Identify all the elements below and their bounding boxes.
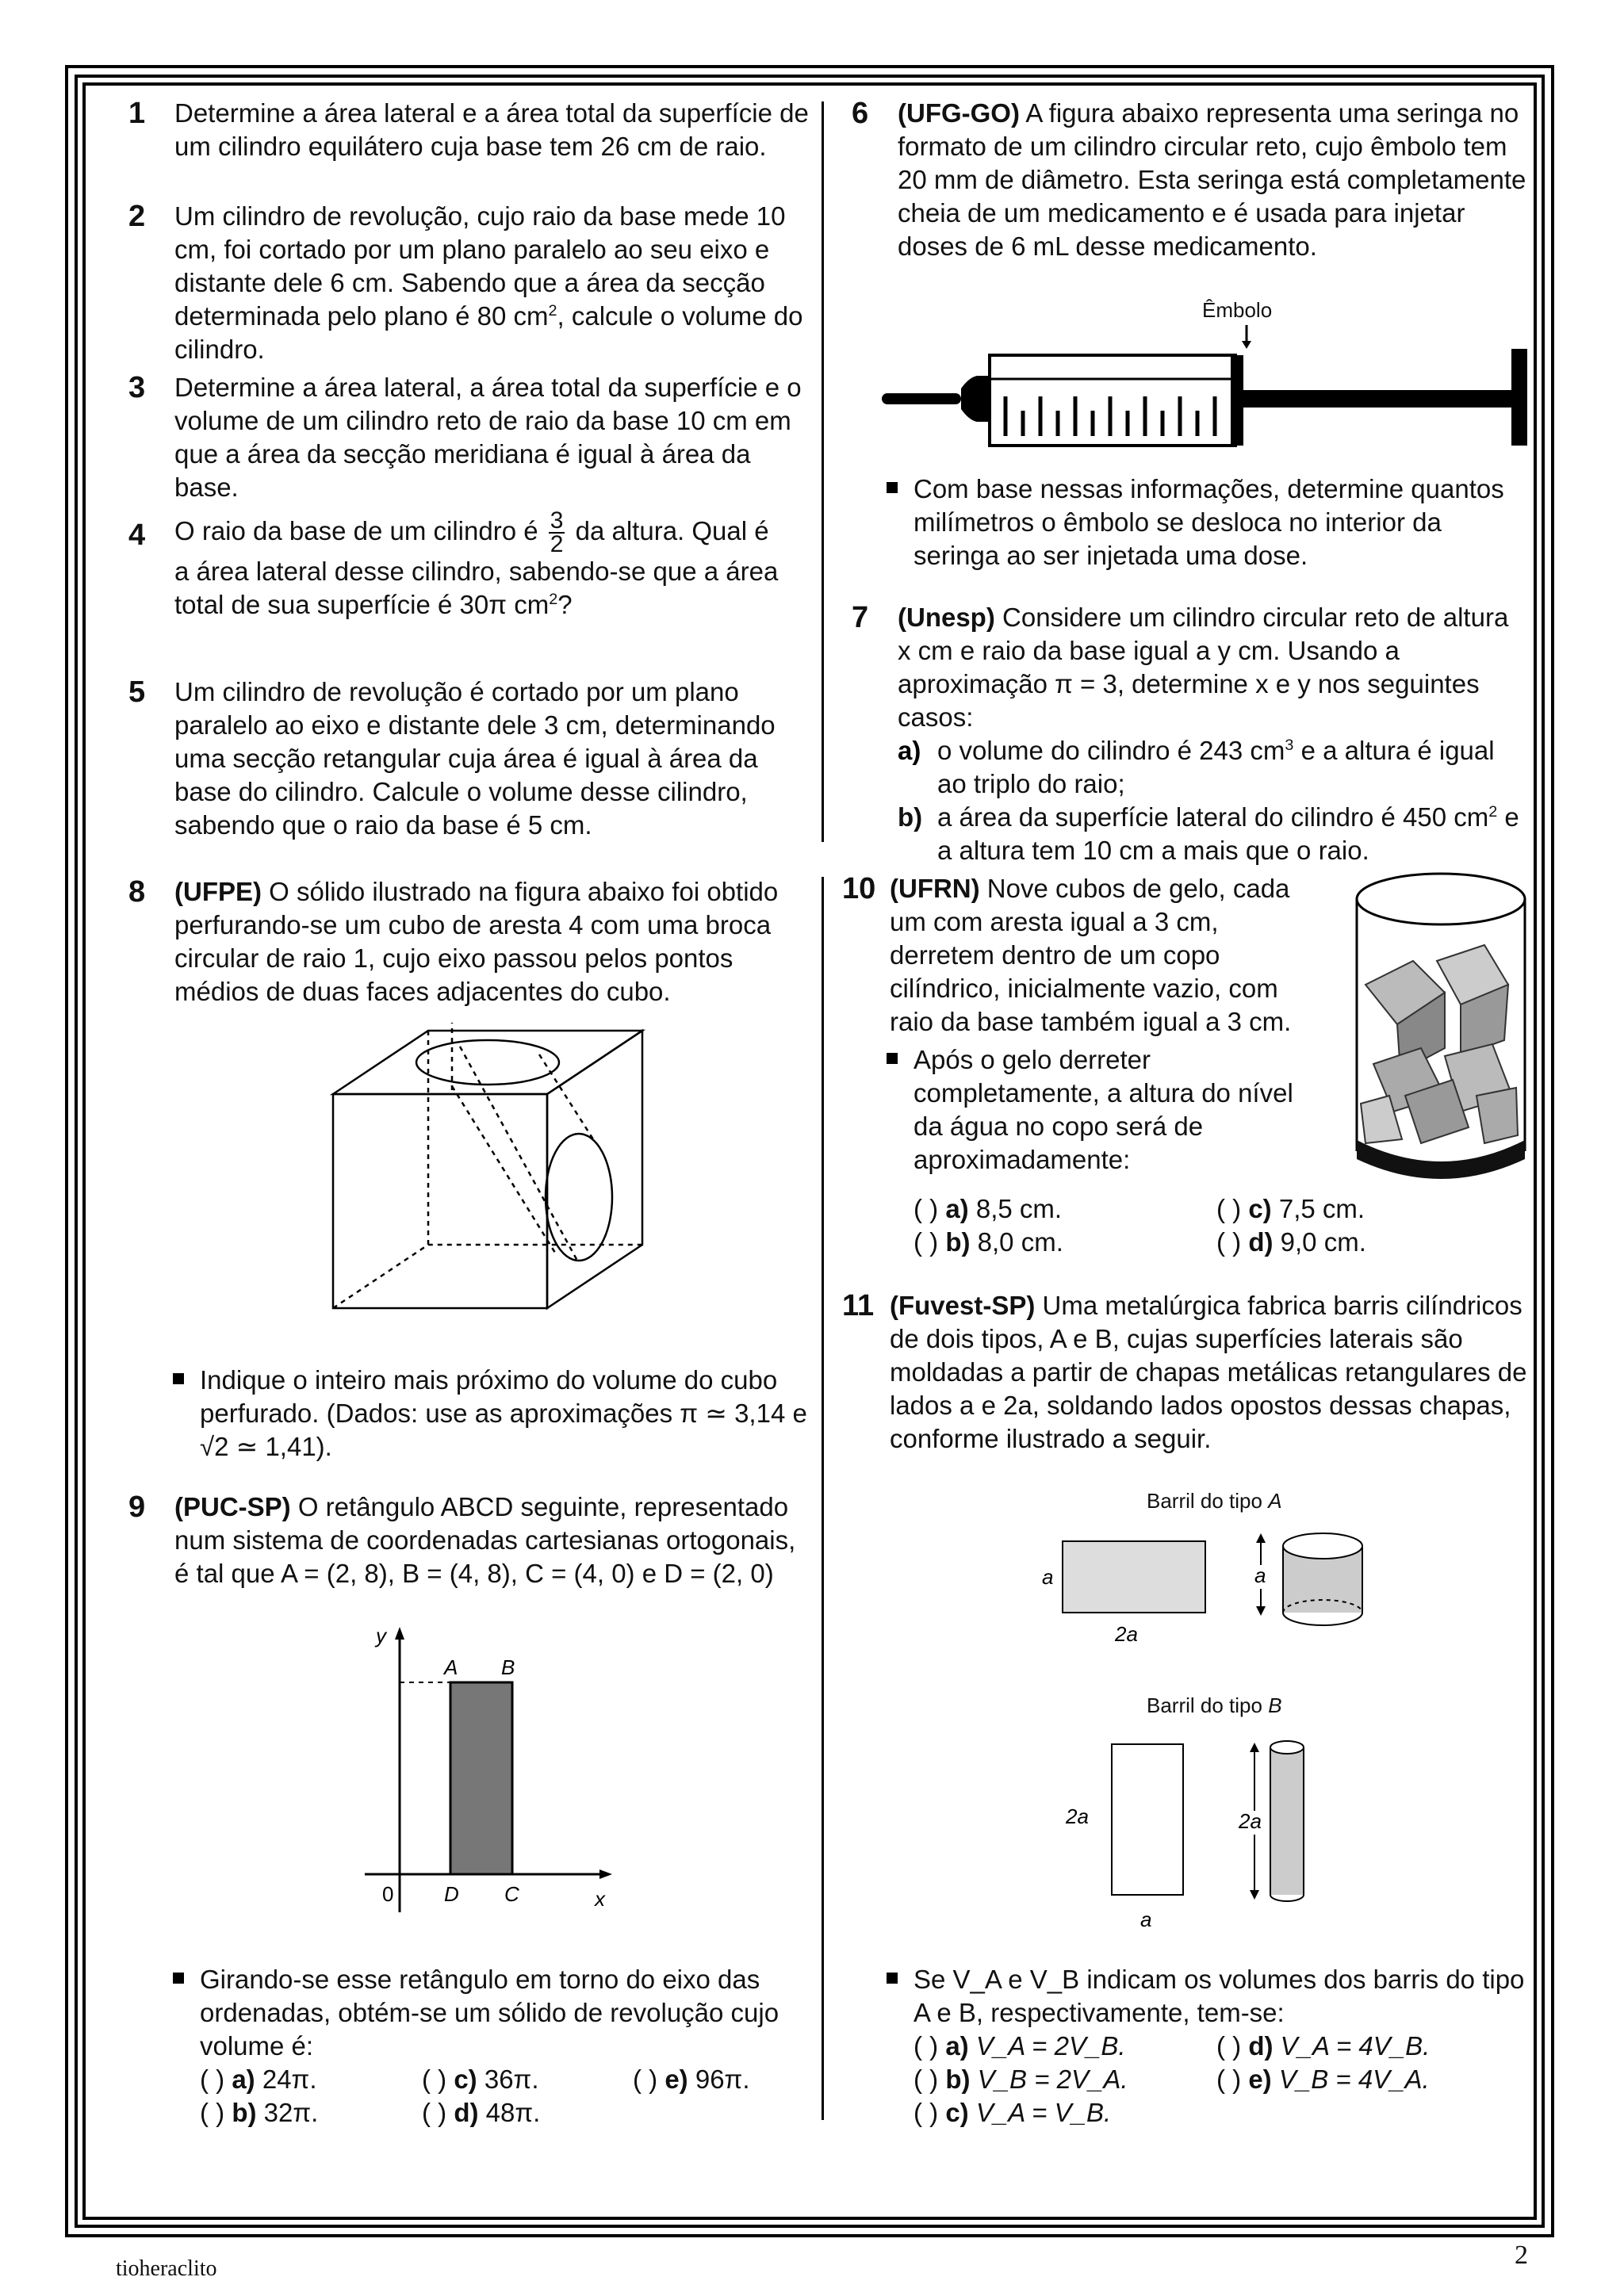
question-text: (UFPE) O sólido ilustrado na figura abaixo foi obtido perfurando-se um cubo de aresta 4 com uma broca circular de raio 1, cujo eixo passou pelos pontos médios de duas faces adjacentes do cubo. (174, 877, 779, 1006)
question-source: (Unesp) (898, 603, 995, 632)
bullet-icon (887, 1973, 898, 1984)
footer-author: tioheraclito (116, 2256, 217, 2281)
question-text: (Unesp) Considere um cilindro circular reto de altura x cm e raio da base igual a y cm. Usando a aproximação π = 3, determine x e y nos seguintes casos: (898, 603, 1509, 732)
column-divider-top (822, 101, 824, 842)
question-source: (UFRN) (890, 874, 980, 903)
question-text: (UFRN) Nove cubos de gelo, cada um com aresta igual a 3 cm, derretem dentro de um copo cilíndrico, inicialmente vazio, com raio da base também igual a 3 cm. (890, 874, 1292, 1036)
question-4 (128, 507, 809, 622)
barrel-height-label: a (1254, 1563, 1266, 1587)
question-text: (Fuvest-SP) Uma metalúrgica fabrica barris cilíndricos de dois tipos, A e B, cujas superfícies laterais são moldadas a partir de chapas metálicas retangulares de lados a e 2a, soldando lados opostos dessas chapas, conforme ilustrado a seguir. (890, 1291, 1527, 1453)
vertex-label-b: B (501, 1655, 515, 1679)
question-text: Determine a área lateral e a área total da superfície de um cilindro equilátero cuja base tem 26 cm de raio. (174, 98, 809, 161)
question-text-line1: O raio da base de um cilindro é $\frac{3}{2}$ da altura. Qual é (174, 507, 769, 558)
question-text-line2: a área lateral desse cilindro, sabendo-se que a área (174, 557, 779, 586)
vertex-label-c: C (504, 1882, 519, 1906)
question-number: 5 (128, 675, 146, 709)
question-task: Indique o inteiro mais próximo do volume do cubo perfurado. (Dados: use as aproximações π ≃ 3,14 e √2 ≃ 1,41). (200, 1365, 807, 1461)
syringe-figure (872, 317, 1538, 468)
question-text: (UFG-GO) A figura abaixo representa uma seringa no formato de um cilindro circular reto, cujo êmbolo tem 20 mm de diâmetro. Esta seringa está completamente cheia de um medicamento e é usada para injetar doses de 6 mL desse medicamento. (898, 98, 1526, 261)
option-c[interactable]: ( ) c) 7,5 cm. (1216, 1194, 1365, 1223)
sheet-side-label: 2a (1066, 1804, 1089, 1828)
question-8 (128, 875, 809, 1008)
option-e[interactable]: ( ) e) 96π. (633, 2064, 750, 2094)
fraction-denominator: 2 (550, 531, 564, 558)
barrel-b-title: Barril do tipo B (1147, 1693, 1282, 1717)
question-number: 2 (128, 200, 146, 233)
origin-label: 0 (382, 1882, 394, 1906)
question-text: Um cilindro de revolução é cortado por um plano paralelo ao eixo e distante dele 3 cm, determinando uma secção retangular cuja área é igual à área da base do cilindro. Calcule o volume desse cilindro, sabendo que o raio da base é 5 cm. (174, 677, 776, 840)
sheet-bottom-label: a (1140, 1908, 1152, 1931)
option-e[interactable]: ( ) e) V_B = 4V_A. (1216, 2064, 1430, 2094)
question-5 (128, 675, 809, 842)
item-a: a) o volume do cilindro é 243 $cm^3$ e a altura é igual ao triplo do raio; (898, 736, 1495, 798)
question-text-line3: total de sua superfície é 30π $cm^2$? (174, 590, 573, 619)
question-text: Determine a área lateral, a área total da superfície e o volume de um cilindro reto de raio da base 10 cm em que a área da secção meridiana é igual à área da base. (174, 373, 802, 502)
barrel-a-title: Barril do tipo A (1147, 1489, 1282, 1513)
question-3 (128, 371, 809, 504)
fraction-numerator: 3 (550, 507, 564, 534)
option-a[interactable]: ( ) a) 8,5 cm. (914, 1194, 1063, 1223)
option-d[interactable]: ( ) d) 48π. (422, 2098, 541, 2127)
option-d[interactable]: ( ) d) 9,0 cm. (1216, 1227, 1366, 1257)
syringe-label: Êmbolo (1202, 298, 1273, 322)
question-10-task (914, 1043, 1318, 1177)
option-a[interactable]: ( ) a) V_A = 2V_B. (914, 2031, 1126, 2061)
axis-label-y: y (376, 1624, 386, 1647)
question-11 (842, 1289, 1527, 1456)
question-task: Se V_A e V_B indicam os volumes dos barris do tipo A e B, respectivamente, tem-se: (914, 1965, 1525, 2027)
question-task: Após o gelo derreter completamente, a altura do nível da água no copo será de aproximadamente: (914, 1045, 1293, 1174)
question-6 (852, 97, 1527, 263)
question-number: 11 (842, 1289, 875, 1322)
option-a[interactable]: ( ) a) 24π. (200, 2064, 317, 2094)
bullet-icon (887, 482, 898, 493)
question-7 (852, 601, 1527, 867)
question-text: (PUC-SP) O retângulo ABCD seguinte, representado num sistema de coordenadas cartesianas ortogonais, é tal que A = (2, 8), B = (4, 8), C = (4, 0) e D = (2, 0) (174, 1492, 796, 1588)
question-number: 4 (128, 519, 146, 552)
bullet-icon (173, 1973, 184, 1984)
question-number: 8 (128, 875, 146, 909)
question-6-task (914, 473, 1527, 572)
question-task: Com base nessas informações, determine quantos milímetros o êmbolo se desloca no interior da seringa ao ser injetada uma dose. (914, 474, 1504, 570)
barrel-a-figure (1031, 1522, 1411, 1665)
barrel-b-figure (1055, 1728, 1388, 1942)
bullet-icon (887, 1053, 898, 1064)
question-number: 9 (128, 1490, 146, 1524)
question-source: (UFPE) (174, 877, 262, 906)
option-d[interactable]: ( ) d) V_A = 4V_B. (1216, 2031, 1431, 2061)
question-10 (842, 872, 1318, 1039)
question-source: (UFG-GO) (898, 98, 1020, 128)
glass-with-ice-figure (1350, 866, 1532, 1191)
question-2 (128, 200, 809, 366)
question-task: Girando-se esse retângulo em torno do eixo das ordenadas, obtém-se um sólido de revolução cujo volume é: (200, 1965, 779, 2061)
question-text: Um cilindro de revolução, cujo raio da base mede 10 cm, foi cortado por um plano paralelo ao seu eixo e distante dele 6 cm. Sabendo que a área da secção determinada pelo plano é 80 $cm^2$, calcule o volume do cilindro. (174, 201, 803, 364)
perforated-cube-figure (325, 1023, 658, 1324)
vertex-label-a: A (444, 1655, 458, 1679)
question-number: 6 (852, 97, 869, 130)
option-c[interactable]: ( ) c) V_A = V_B. (914, 2098, 1112, 2127)
question-9-task (200, 1963, 809, 2063)
column-divider-bottom (822, 877, 824, 2120)
question-number: 3 (128, 371, 146, 404)
sheet-side-label: a (1042, 1565, 1054, 1589)
question-8-task (200, 1364, 809, 1464)
bullet-icon (173, 1373, 184, 1384)
option-b[interactable]: ( ) b) V_B = 2V_A. (914, 2064, 1128, 2094)
question-11-task (914, 1963, 1527, 2030)
question-number: 10 (842, 872, 876, 905)
page-number: 2 (1515, 2241, 1528, 2270)
question-source: (PUC-SP) (174, 1492, 291, 1521)
option-c[interactable]: ( ) c) 36π. (422, 2064, 539, 2094)
axis-label-x: x (595, 1887, 605, 1911)
question-9 (128, 1490, 809, 1590)
question-number: 1 (128, 97, 146, 130)
question-source: (Fuvest-SP) (890, 1291, 1036, 1320)
question-1 (128, 97, 809, 163)
option-b[interactable]: ( ) b) 8,0 cm. (914, 1227, 1063, 1257)
item-b: b) a área da superfície lateral do cilindro é 450 $cm^2$ e a altura tem 10 cm a mais que o raio. (898, 802, 1519, 865)
question-number: 7 (852, 601, 869, 634)
option-b[interactable]: ( ) b) 32π. (200, 2098, 319, 2127)
vertex-label-d: D (444, 1882, 459, 1906)
rectangle-abcd-figure (365, 1624, 619, 1925)
sheet-bottom-label: 2a (1115, 1622, 1138, 1646)
barrel-height-label: 2a (1239, 1809, 1262, 1833)
